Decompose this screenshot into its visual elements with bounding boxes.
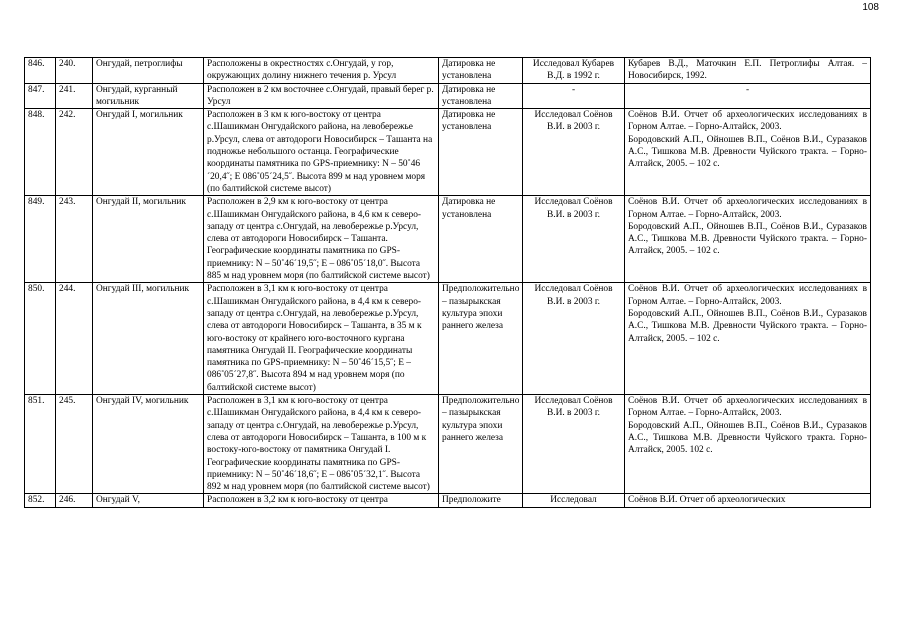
literature-cell (625, 395, 871, 494)
researcher-cell: Исследовал Соёнов В.И. в 2003 г. (523, 109, 625, 196)
literature-entry: - (745, 84, 750, 95)
location-description-cell: Расположен в 3 км к юго-востоку от центра с.Шашикман Онгудайского района, на левобережье р.Урсул, слева от автодороги Новосибирск – Ташанта на подножье небольшого останца. Географические координаты памятника по GPS-приемнику: N – 50˚46´20,4˝; E 086˚05´24,5˝. Высота 899 м над уровнем моря (по балтийской системе высот) (204, 109, 439, 196)
monument-name-cell: Онгудай II, могильник (93, 196, 204, 283)
row-number-cell: 846. (25, 58, 56, 84)
literature-entry: Бородовский А.П., Ойношев В.П., Соёнов В.И., Суразаков А.С., Тишкова М.В. Древности Чуйского тракта. – Горно-Алтайск, 2005. – 102 с. (628, 134, 867, 170)
monument-name-cell: Онгудай I, могильник (93, 109, 204, 196)
table-row (25, 494, 871, 508)
dating-cell: Предположите (439, 494, 523, 508)
literature-cell (625, 196, 871, 283)
district-number-cell: 245. (56, 395, 93, 494)
researcher-cell: Исследовал (523, 494, 625, 508)
row-number-cell: 848. (25, 109, 56, 196)
dating-cell: Датировка не установлена (439, 83, 523, 109)
monument-name-cell: Онгудай III, могильник (93, 283, 204, 395)
table-row (25, 196, 871, 283)
district-number-cell: 241. (56, 83, 93, 109)
researcher-cell: Исследовал Соёнов В.И. в 2003 г. (523, 283, 625, 395)
district-number-cell: 244. (56, 283, 93, 395)
researcher-cell: Исследовал Кубарев В.Д. в 1992 г. (523, 58, 625, 84)
dating-cell: Датировка не установлена (439, 58, 523, 84)
literature-cell (625, 83, 871, 109)
district-number-cell: 242. (56, 109, 93, 196)
literature-cell (625, 494, 871, 508)
monument-name-cell: Онгудай IV, могильник (93, 395, 204, 494)
row-number-cell: 852. (25, 494, 56, 508)
literature-entry: Бородовский А.П., Ойношев В.П., Соёнов В.И., Суразаков А.С., Тишкова М.В. Древности Чуйского тракта. Горно-Алтайск, 2005. 102 с. (628, 420, 867, 456)
table-row (25, 395, 871, 494)
researcher-cell: Исследовал Соёнов В.И. в 2003 г. (523, 196, 625, 283)
row-number-cell: 850. (25, 283, 56, 395)
dating-cell: Датировка не установлена (439, 109, 523, 196)
dating-cell: Датировка не установлена (439, 196, 523, 283)
literature-entry: Соёнов В.И. Отчет об археологических исследованиях в Горном Алтае. – Горно-Алтайск, 2003. (628, 197, 867, 220)
monument-name-cell: Онгудай, петроглифы (93, 58, 204, 84)
literature-entry: Соёнов В.И. Отчет об археологических (628, 495, 786, 506)
row-number-cell: 849. (25, 196, 56, 283)
literature-cell (625, 283, 871, 395)
registry-body (25, 58, 871, 508)
row-number-cell: 851. (25, 395, 56, 494)
literature-entry: Соёнов В.И. Отчет об археологических исследованиях в Горном Алтае. – Горно-Алтайск, 2003. (628, 110, 867, 133)
monument-name-cell: Онгудай V, (93, 494, 204, 508)
literature-entry: Соёнов В.И. Отчет об археологических исследованиях в Горном Алтае. – Горно-Алтайск, 2003. (628, 284, 867, 307)
location-description-cell: Расположен в 2 км восточнее с.Онгудай, правый берег р. Урсул (204, 83, 439, 109)
monument-name-cell: Онгудай, курганный могильник (93, 83, 204, 109)
district-number-cell: 240. (56, 58, 93, 84)
literature-entry: Бородовский А.П., Ойношев В.П., Соёнов В.И., Суразаков А.С., Тишкова М.В. Древности Чуйского тракта. – Горно-Алтайск, 2005. – 102 с. (628, 221, 867, 257)
page-number: 108 (862, 2, 879, 13)
dating-cell: Предположительно – пазырыкская культура эпохи раннего железа (439, 395, 523, 494)
location-description-cell: Расположены в окрестностях с.Онгудай, у гор, окружающих долину нижнего течения р. Урсул (204, 58, 439, 84)
researcher-cell: - (523, 83, 625, 109)
location-description-cell: Расположен в 3,1 км к юго-востоку от центра с.Шашикман Онгудайского района, в 4,4 км к северо-западу от центра с.Онгудай, на левобережье р.Урсул, слева от автодороги Новосибирск – Ташанта, в 35 м к юго-востоку от крайнего юго-восточного кургана памятника Онгудай II. Географические координаты памятника по GPS-приемнику: N – 50˚46´15,5˝; E – 086˚05´27,8˝. Высота 894 м над уровнем моря (по балтийской системе высот) (204, 283, 439, 395)
literature-entry: Кубарев В.Д., Маточкин Е.П. Петроглифы Алтая. – Новосибирск, 1992. (628, 59, 867, 82)
row-number-cell: 847. (25, 83, 56, 109)
literature-entry: Соёнов В.И. Отчет об археологических исследованиях в Горном Алтае. – Горно-Алтайск, 2003. (628, 396, 867, 419)
monument-registry-table (24, 57, 871, 508)
district-number-cell: 246. (56, 494, 93, 508)
literature-entry: Бородовский А.П., Ойношев В.П., Соёнов В.И., Суразаков А.С., Тишкова М.В. Древности Чуйского тракта. – Горно-Алтайск, 2005. – 102 с. (628, 308, 867, 344)
literature-cell (625, 109, 871, 196)
location-description-cell: Расположен в 2,9 км к юго-востоку от центра с.Шашикман Онгудайского района, в 4,6 км к северо-западу от центра с.Онгудай, на левобережье р.Урсул, слева от автодороги Новосибирск – Ташанта. Географические координаты памятника по GPS-приемнику: N – 50˚46´19,5˝; E – 086˚05´18,0˝. Высота 885 м над уровнем моря (по балтийской системе высот) (204, 196, 439, 283)
district-number-cell: 243. (56, 196, 93, 283)
dating-cell: Предположительно – пазырыкская культура эпохи раннего железа (439, 283, 523, 395)
table-row (25, 83, 871, 109)
location-description-cell: Расположен в 3,2 км к юго-востоку от центра (204, 494, 439, 508)
location-description-cell: Расположен в 3,1 км к юго-востоку от центра с.Шашикман Онгудайского района, в 4,4 км к северо-западу от центра с.Онгудай, на левобережье р.Урсул, слева от автодороги Новосибирск – Ташанта, в 100 м к востоку-юго-востоку от памятника Онгудай I. Географические координаты памятника по GPS-приемнику: N – 50˚46´18,6˝; E – 086˚05´32,1˝. Высота 892 м над уровнем моря (по балтийской системе высот) (204, 395, 439, 494)
table-row (25, 283, 871, 395)
table-row (25, 109, 871, 196)
table-row (25, 58, 871, 84)
literature-cell (625, 58, 871, 84)
researcher-cell: Исследовал Соёнов В.И. в 2003 г. (523, 395, 625, 494)
